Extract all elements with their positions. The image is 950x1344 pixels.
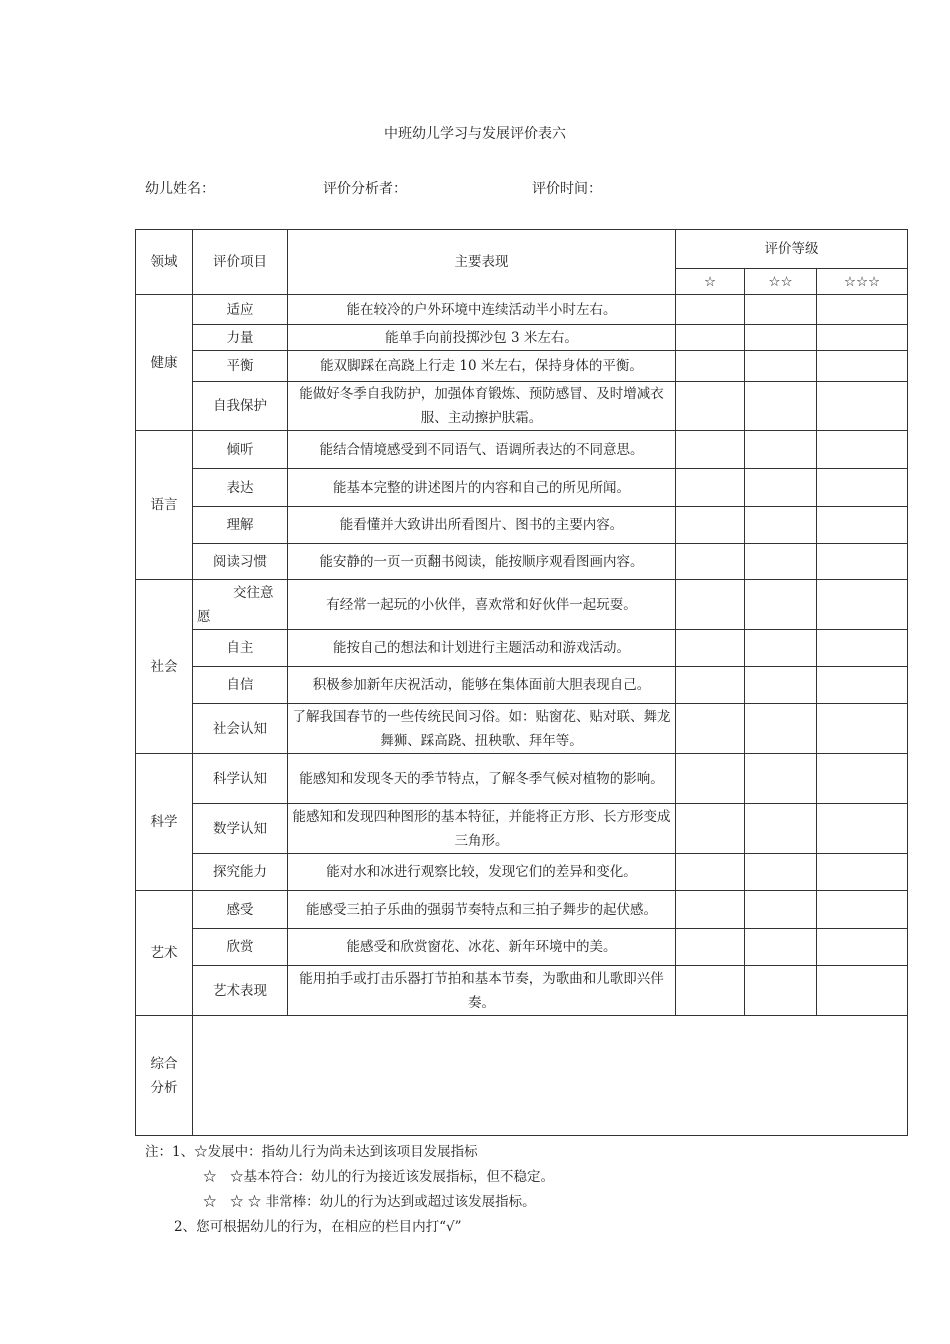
grade-three-star-cell[interactable] — [817, 325, 908, 351]
item-cell: 社会认知 — [193, 704, 288, 754]
header-item: 评价项目 — [193, 230, 288, 295]
grade-three-star-cell[interactable] — [817, 544, 908, 580]
item-cell: 欣赏 — [193, 929, 288, 966]
item-cell: 自信 — [193, 667, 288, 704]
domain-cell: 艺术 — [136, 891, 193, 1016]
grade-two-star-cell[interactable] — [745, 804, 817, 854]
table-row — [136, 804, 908, 854]
grade-three-star-cell[interactable] — [817, 929, 908, 966]
table-row — [136, 469, 908, 507]
header-performance: 主要表现 — [288, 230, 676, 295]
grade-three-star-cell[interactable] — [817, 891, 908, 929]
item-cell: 阅读习惯 — [193, 544, 288, 580]
item-cell: 自我保护 — [193, 382, 288, 431]
grade-one-star-cell[interactable] — [676, 351, 745, 382]
item-cell: 探究能力 — [193, 854, 288, 891]
note-2: 2、您可根据幼儿的行为，在相应的栏目内打“√” — [174, 1219, 462, 1235]
grade-one-star-cell[interactable] — [676, 804, 745, 854]
domain-cell: 社会 — [136, 580, 193, 754]
performance-cell: 能感知和发现四种图形的基本特征，并能将正方形、长方形变成三角形。 — [288, 804, 676, 854]
grade-one-star-cell[interactable] — [676, 630, 745, 667]
grade-three-star-cell[interactable] — [817, 580, 908, 630]
grade-two-star: ☆☆ — [745, 269, 817, 295]
grade-one-star-cell[interactable] — [676, 754, 745, 804]
grade-three-star-cell[interactable] — [817, 507, 908, 544]
item-cell: 感受 — [193, 891, 288, 929]
table-row — [136, 580, 908, 630]
grade-two-star-cell[interactable] — [745, 630, 817, 667]
table-row — [136, 630, 908, 667]
performance-cell: 能按自己的想法和计划进行主题活动和游戏活动。 — [288, 630, 676, 667]
table-row — [136, 544, 908, 580]
grade-two-star-cell[interactable] — [745, 351, 817, 382]
grade-two-star-cell[interactable] — [745, 854, 817, 891]
table-row — [136, 507, 908, 544]
grade-two-star-cell[interactable] — [745, 431, 817, 469]
item-cell: 表达 — [193, 469, 288, 507]
note-1-excellent: ☆ ☆ ☆ 非常棒：幼儿的行为达到或超过该发展指标。 — [203, 1194, 536, 1210]
grade-three-star-cell[interactable] — [817, 295, 908, 325]
item-cell: 力量 — [193, 325, 288, 351]
grade-one-star-cell[interactable] — [676, 704, 745, 754]
note-1: 注：1、☆发展中：指幼儿行为尚未达到该项目发展指标 — [145, 1144, 478, 1160]
item-cell: 自主 — [193, 630, 288, 667]
table-row — [136, 382, 908, 431]
grade-three-star-cell[interactable] — [817, 966, 908, 1016]
grade-two-star-cell[interactable] — [745, 580, 817, 630]
performance-cell: 有经常一起玩的小伙伴，喜欢常和好伙伴一起玩耍。 — [288, 580, 676, 630]
grade-three-star-cell[interactable] — [817, 704, 908, 754]
item-cell: 艺术表现 — [193, 966, 288, 1016]
grade-two-star-cell[interactable] — [745, 667, 817, 704]
header-grade: 评价等级 — [676, 230, 908, 269]
grade-one-star-cell[interactable] — [676, 544, 745, 580]
grade-two-star-cell[interactable] — [745, 507, 817, 544]
grade-one-star-cell[interactable] — [676, 891, 745, 929]
performance-cell: 能单手向前投掷沙包 3 米左右。 — [288, 325, 676, 351]
table-row — [136, 667, 908, 704]
domain-cell: 语言 — [136, 431, 193, 580]
item-cell: 数学认知 — [193, 804, 288, 854]
grade-three-star-cell[interactable] — [817, 382, 908, 431]
summary-row — [136, 1016, 908, 1136]
performance-cell: 能在较冷的户外环境中连续活动半小时左右。 — [288, 295, 676, 325]
table-row — [136, 929, 908, 966]
grade-two-star-cell[interactable] — [745, 382, 817, 431]
eval-time-label: 评价时间： — [532, 181, 602, 197]
grade-one-star-cell[interactable] — [676, 431, 745, 469]
grade-two-star-cell[interactable] — [745, 754, 817, 804]
grade-two-star-cell[interactable] — [745, 469, 817, 507]
grade-two-star-cell[interactable] — [745, 929, 817, 966]
item-cell: 理解 — [193, 507, 288, 544]
grade-one-star-cell[interactable] — [676, 580, 745, 630]
grade-one-star-cell[interactable] — [676, 382, 745, 431]
item-cell: 适应 — [193, 295, 288, 325]
grade-one-star: ☆ — [676, 269, 745, 295]
grade-three-star-cell[interactable] — [817, 854, 908, 891]
table-row — [136, 854, 908, 891]
table-row — [136, 351, 908, 382]
performance-cell: 能结合情境感受到不同语气、语调所表达的不同意思。 — [288, 431, 676, 469]
page-title: 中班幼儿学习与发展评价表六 — [384, 126, 566, 142]
child-name-label: 幼儿姓名： — [145, 181, 215, 197]
table-row — [136, 704, 908, 754]
grade-two-star-cell[interactable] — [745, 295, 817, 325]
grade-two-star-cell[interactable] — [745, 325, 817, 351]
evaluation-table — [135, 229, 908, 1136]
summary-field[interactable] — [193, 1016, 908, 1136]
grade-two-star-cell[interactable] — [745, 966, 817, 1016]
evaluator-label: 评价分析者： — [323, 181, 407, 197]
item-cell: 科学认知 — [193, 754, 288, 804]
table-row — [136, 966, 908, 1016]
performance-cell: 能感受三拍子乐曲的强弱节奏特点和三拍子舞步的起伏感。 — [288, 891, 676, 929]
grade-one-star-cell[interactable] — [676, 295, 745, 325]
performance-cell: 能基本完整的讲述图片的内容和自己的所见所闻。 — [288, 469, 676, 507]
header-domain: 领域 — [136, 230, 193, 295]
performance-cell: 能对水和冰进行观察比较，发现它们的差异和变化。 — [288, 854, 676, 891]
grade-one-star-cell[interactable] — [676, 854, 745, 891]
summary-label: 综合分析 — [136, 1016, 193, 1136]
grade-three-star-cell[interactable] — [817, 804, 908, 854]
grade-three-star-cell[interactable] — [817, 469, 908, 507]
grade-one-star-cell[interactable] — [676, 966, 745, 1016]
table-row — [136, 431, 908, 469]
performance-cell: 能双脚踩在高跷上行走 10 米左右，保持身体的平衡。 — [288, 351, 676, 382]
table-row — [136, 295, 908, 325]
grade-three-star: ☆☆☆ — [817, 269, 908, 295]
performance-cell: 能用拍手或打击乐器打节拍和基本节奏，为歌曲和儿歌即兴伴奏。 — [288, 966, 676, 1016]
item-cell: 倾听 — [193, 431, 288, 469]
table-row — [136, 325, 908, 351]
table-row — [136, 754, 908, 804]
grade-one-star-cell[interactable] — [676, 667, 745, 704]
performance-cell: 能做好冬季自我防护，加强体育锻炼、预防感冒、及时增减衣服、主动擦护肤霜。 — [288, 382, 676, 431]
performance-cell: 了解我国春节的一些传统民间习俗。如：贴窗花、贴对联、舞龙舞狮、踩高跷、扭秧歌、拜年等。 — [288, 704, 676, 754]
grade-two-star-cell[interactable] — [745, 704, 817, 754]
domain-cell: 健康 — [136, 295, 193, 431]
grade-three-star-cell[interactable] — [817, 630, 908, 667]
performance-cell: 能感知和发现冬天的季节特点，了解冬季气候对植物的影响。 — [288, 754, 676, 804]
grade-two-star-cell[interactable] — [745, 544, 817, 580]
grade-three-star-cell[interactable] — [817, 351, 908, 382]
domain-cell: 科学 — [136, 754, 193, 891]
performance-cell: 能看懂并大致讲出所看图片、图书的主要内容。 — [288, 507, 676, 544]
performance-cell: 能安静的一页一页翻书阅读，能按顺序观看图画内容。 — [288, 544, 676, 580]
grade-one-star-cell[interactable] — [676, 507, 745, 544]
grade-two-star-cell[interactable] — [745, 891, 817, 929]
item-cell: 交往意愿 — [193, 580, 288, 630]
performance-cell: 积极参加新年庆祝活动，能够在集体面前大胆表现自己。 — [288, 667, 676, 704]
grade-three-star-cell[interactable] — [817, 667, 908, 704]
performance-cell: 能感受和欣赏窗花、冰花、新年环境中的美。 — [288, 929, 676, 966]
grade-one-star-cell[interactable] — [676, 469, 745, 507]
grade-one-star-cell[interactable] — [676, 929, 745, 966]
note-1-basic: ☆ ☆基本符合：幼儿的行为接近该发展指标，但不稳定。 — [203, 1169, 554, 1185]
grade-three-star-cell[interactable] — [817, 754, 908, 804]
grade-three-star-cell[interactable] — [817, 431, 908, 469]
item-cell: 平衡 — [193, 351, 288, 382]
table-row — [136, 891, 908, 929]
grade-one-star-cell[interactable] — [676, 325, 745, 351]
